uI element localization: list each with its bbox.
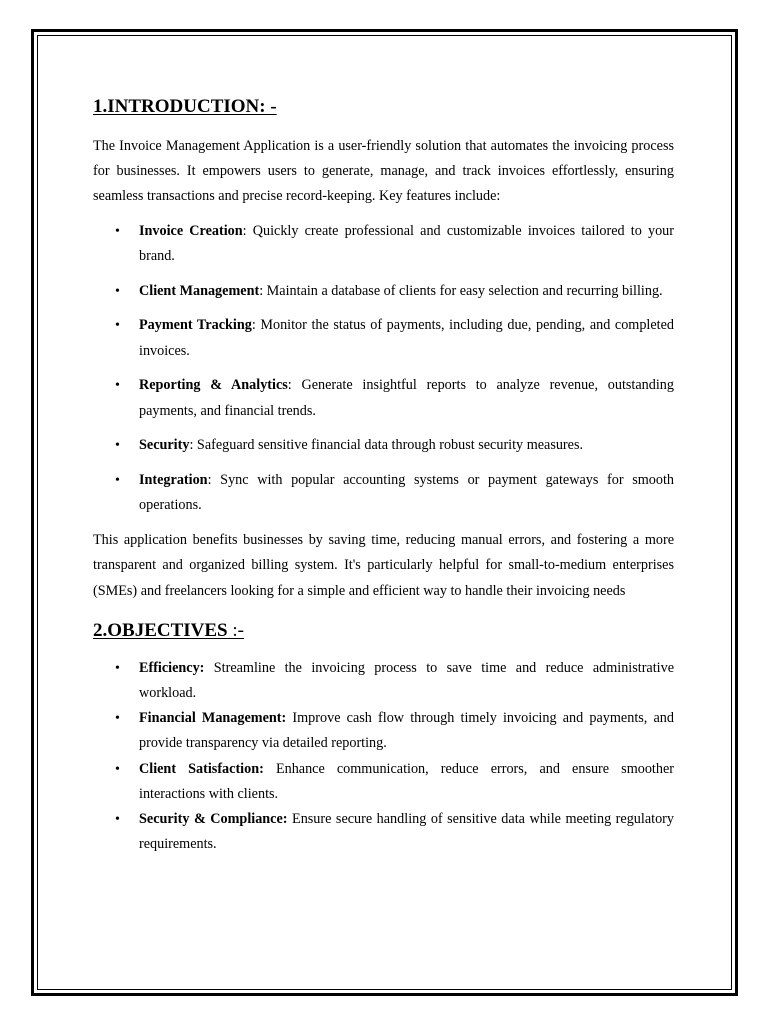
objective-desc: Improve cash flow through timely invoicing and payments, and provide transparency via detailed reporting. [139, 710, 674, 752]
feature-desc: : Maintain a database of clients for easy selection and recurring billing. [259, 282, 663, 299]
bullet-icon: • [115, 761, 120, 777]
bullet-icon: • [115, 473, 120, 489]
list-item [93, 468, 674, 518]
list-item [93, 706, 674, 756]
feature-desc: : Monitor the status of payments, including due, pending, and completed invoices. [139, 317, 674, 359]
bullet-icon: • [115, 660, 120, 676]
list-item [93, 373, 674, 423]
feature-list [93, 219, 674, 519]
objective-desc: Ensure secure handling of sensitive data while meeting regulatory requirements. [139, 811, 674, 853]
bullet-icon: • [115, 438, 120, 454]
feature-term: Security [139, 437, 190, 454]
feature-term: Integration [139, 472, 208, 489]
objective-term: Financial Management: [139, 710, 287, 727]
feature-term: Client Management [139, 282, 260, 299]
bullet-icon: • [115, 812, 120, 828]
list-item [93, 807, 674, 857]
feature-desc: : Generate insightful reports to analyze revenue, outstanding payments, and financial trends. [139, 377, 674, 419]
objectives-heading-tail: :- [227, 619, 244, 641]
feature-desc: : Quickly create professional and customizable invoices tailored to your brand. [139, 222, 674, 264]
document-body [93, 92, 674, 857]
objective-term: Security & Compliance: [139, 811, 288, 828]
feature-desc: : Sync with popular accounting systems or payment gateways for smooth operations. [139, 472, 674, 514]
feature-term: Reporting & Analytics [139, 377, 288, 394]
introduction-heading: 1.INTRODUCTION: - [93, 96, 277, 117]
bullet-icon: • [115, 223, 120, 239]
bullet-icon: • [115, 378, 120, 394]
list-item [93, 219, 674, 269]
feature-term: Invoice Creation [139, 222, 243, 239]
list-item [93, 656, 674, 706]
objective-desc: Streamline the invoicing process to save time and reduce administrative workload. [139, 659, 674, 702]
objectives-heading [93, 616, 674, 646]
introduction-paragraph: The Invoice Management Application is a user-friendly solution that automates the invoicing process for businesses. It empowers users to generate, manage, and track invoices effortlessly, ensuring seamless transactions and precise record-keeping. Key features include: [93, 138, 674, 205]
feature-desc: : Safeguard sensitive financial data through robust security measures. [189, 437, 584, 454]
feature-term: Payment Tracking [139, 317, 252, 334]
objective-term: Efficiency: [139, 659, 205, 676]
objectives-list [93, 656, 674, 858]
list-item [93, 433, 674, 458]
objective-desc: Enhance communication, reduce errors, and ensure smoother interactions with clients. [139, 760, 674, 802]
list-item [93, 313, 674, 363]
bullet-icon: • [115, 318, 120, 334]
list-item [93, 279, 674, 304]
bullet-icon: • [115, 711, 120, 727]
objectives-heading-text: 2.OBJECTIVES [93, 619, 228, 641]
closing-paragraph: This application benefits businesses by saving time, reducing manual errors, and fostering a more transparent and organized billing system. It's particularly helpful for small-to-medium enterprises (SMEs) and freelancers looking for a simple and efficient way to handle their invoicing needs [93, 532, 674, 599]
bullet-icon: • [115, 283, 120, 299]
objective-term: Client Satisfaction: [139, 760, 264, 777]
list-item [93, 757, 674, 807]
